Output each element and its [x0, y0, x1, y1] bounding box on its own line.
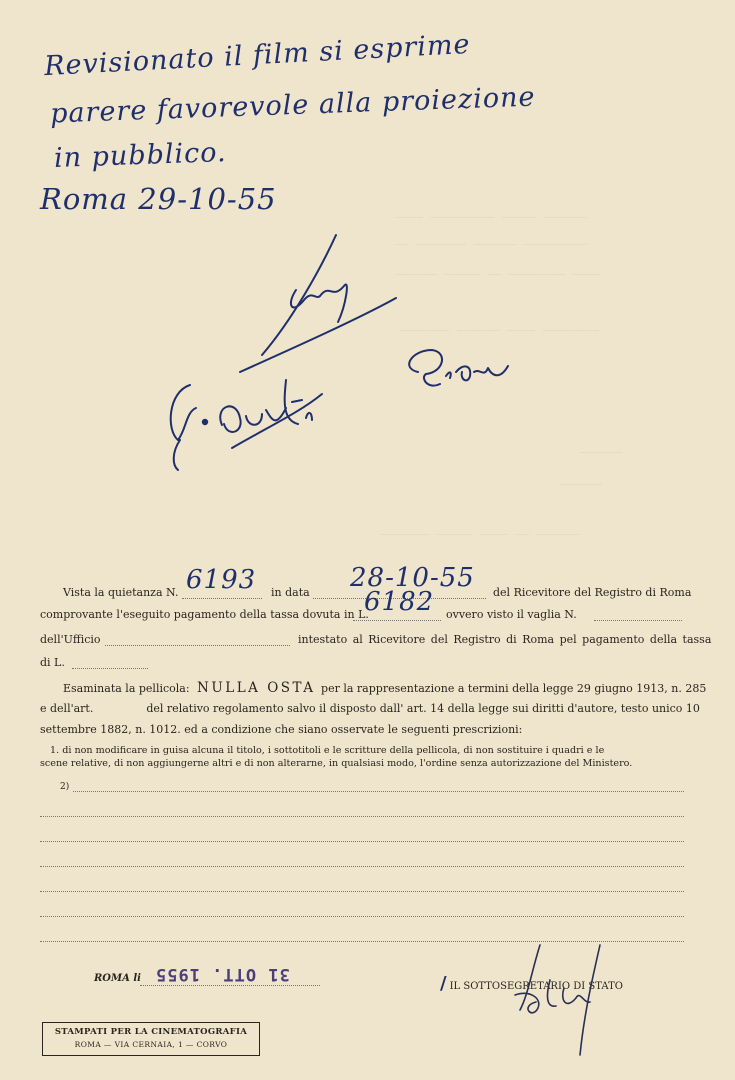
printer-imprint-box	[42, 1022, 260, 1056]
di-l-dotted-line	[72, 668, 148, 669]
handwritten-line: in pubblico.	[53, 136, 228, 175]
signatures-ink	[0, 0, 735, 480]
bleed-through-text: ____ _________ _____ ______	[395, 205, 588, 218]
ufficio-dotted-line	[105, 645, 290, 646]
di-l-label: di L.	[40, 656, 65, 669]
handwritten-line: parere favorevole alla proiezione	[49, 81, 536, 130]
amount-value: 6182	[364, 587, 435, 617]
esaminata-rest: per la rappresentazione a termini della legge 29 giugno 1913, n. 285	[321, 682, 707, 695]
vaglia-dotted-line	[594, 620, 682, 621]
prescription-dotted-line	[40, 866, 684, 867]
office-label: IL SOTTOSEGRETARIO DI STATO	[449, 981, 623, 992]
quietanza-number: 6193	[186, 565, 257, 595]
in-data-label: in data	[271, 586, 310, 599]
prescription-1-line2: scene relative, di non aggiungerne altri e di non alterarne, in qualsiasi modo, l'ordine senza autorizzazione del Ministero.	[40, 758, 633, 769]
quietanza-date: 28-10-55	[350, 563, 475, 593]
amount-dotted-line	[353, 620, 441, 621]
office-line: / IL SOTTOSEGRETARIO DI STATO	[440, 973, 623, 994]
imprint-line1: STAMPATI PER LA CINEMATOGRAFIA	[54, 1027, 248, 1037]
bleed-through-text: _______ _____ ____ __ ______	[380, 522, 580, 535]
handwritten-date: Roma 29-10-55	[40, 182, 277, 216]
ricevitore-label: del Ricevitore del Registro di Roma	[493, 586, 692, 599]
nulla-osta: NULLA OSTA	[197, 680, 316, 696]
ufficio-label: dell'Ufficio	[40, 633, 101, 646]
esaminata-line1	[63, 680, 706, 696]
bleed-through-text: ______	[580, 440, 623, 453]
prescription-dotted-line	[40, 841, 684, 842]
esaminata-art: e dell'art.	[40, 702, 94, 715]
esaminata-regolamento: del relativo regolamento salvo il disposto dall' art. 14 della legge sui diritti d'autore, testo unico 10	[146, 702, 700, 715]
prescription-dotted-line	[73, 791, 684, 792]
esaminata-line3: settembre 1882, n. 1012. ed a condizione che siano osservate le seguenti prescrizioni:	[40, 723, 523, 736]
bleed-through-text: __ _______ ______ _________	[395, 232, 588, 245]
imprint-line2: ROMA — VIA CERNAIA, 1 — CORVO	[74, 1040, 228, 1049]
roma-label: ROMA li	[94, 973, 141, 984]
intestato-label: intestato al Ricevitore del Registro di Roma pel pagamento della tassa	[298, 633, 712, 646]
prescription-2-label: 2)	[60, 782, 70, 792]
vaglia-label: ovvero visto il vaglia N.	[446, 608, 577, 621]
bleed-through-text: _______ ______ ____ ________	[400, 318, 600, 331]
date-stamp: 31 OTT. 1955	[155, 964, 290, 984]
quietanza-label: Vista la quietanza N.	[63, 586, 179, 599]
bleed-through-text: ______ _____ __ ________ ____	[395, 262, 602, 275]
roma-dotted-line	[140, 985, 320, 986]
esaminata-line2	[40, 702, 700, 715]
prescription-dotted-line	[40, 816, 684, 817]
prescription-1-line1: 1. di non modificare in guisa alcuna il titolo, i sottotitoli e le scritture della pellicola, di non sostituire i quadri e le	[50, 745, 605, 756]
esaminata-prefix: Esaminata la pellicola:	[63, 682, 190, 695]
quietanza-dotted-line	[182, 598, 262, 599]
undersecretary-signature	[480, 940, 640, 1060]
bleed-through-text: ______	[560, 472, 603, 485]
handwritten-line: Revisionato il film si esprime	[43, 28, 472, 83]
prescription-dotted-line	[40, 916, 684, 917]
comprovante-label: comprovante l'eseguito pagamento della tassa dovuta in L.	[40, 608, 369, 621]
prescription-dotted-line	[40, 891, 684, 892]
